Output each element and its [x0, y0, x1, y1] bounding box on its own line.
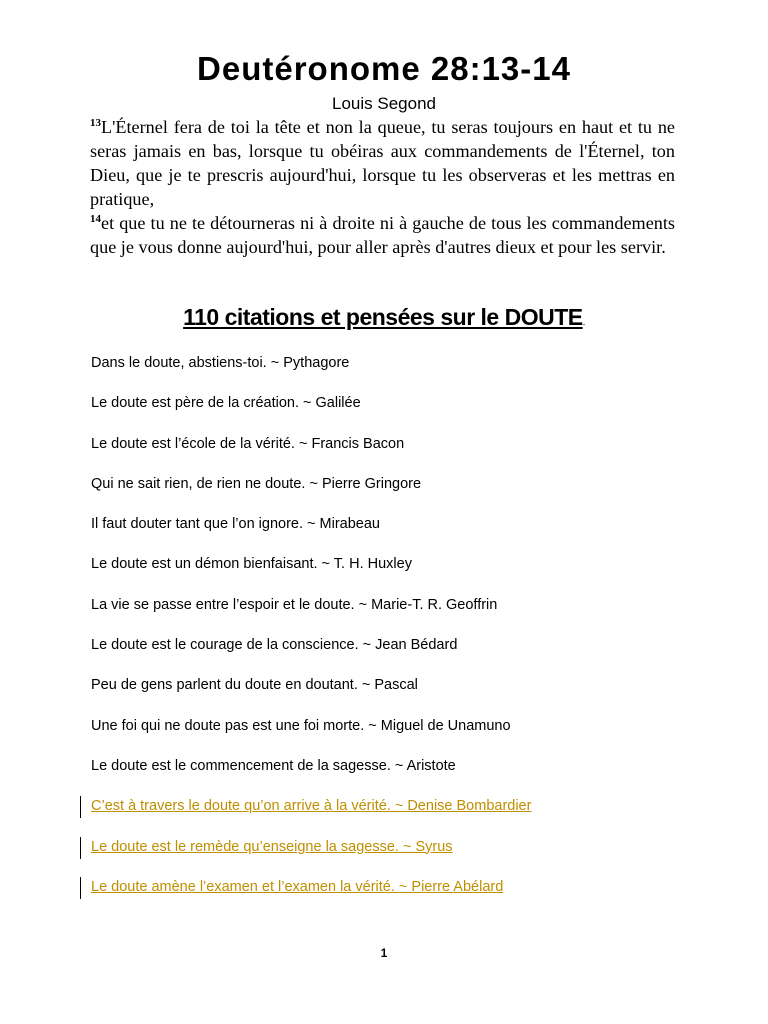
list-item: Le doute est un démon bienfaisant. ~ T. H. Huxley: [91, 556, 412, 573]
verse-13: [90, 115, 675, 211]
quote-link[interactable]: C’est à travers le doute qu’on arrive à la vérité. ~ Denise Bombardier: [91, 798, 532, 815]
list-item: Le doute est père de la création. ~ Galilée: [91, 395, 361, 412]
quote-link[interactable]: Le doute amène l’examen et l’examen la vérité. ~ Pierre Abélard: [91, 878, 504, 895]
section-heading-text: 110 citations et pensées sur le DOUTE: [183, 304, 583, 330]
list-item: Le doute est le commencement de la sagesse. ~ Aristote: [91, 757, 456, 774]
page-title: Deutéronome 28:13-14: [197, 50, 571, 87]
verse-number: 14: [90, 212, 101, 225]
linked-quote-item: [91, 877, 691, 917]
translation-subtitle: Louis Segond: [332, 94, 436, 113]
section-heading-suffix: .: [582, 317, 585, 328]
verses-block: [90, 115, 675, 259]
quotes-list: [91, 353, 691, 917]
linked-quote-item: [91, 796, 691, 836]
list-item: La vie se passe entre l’espoir et le doute. ~ Marie-T. R. Geoffrin: [91, 596, 498, 613]
list-item: Dans le doute, abstiens-toi. ~ Pythagore: [91, 355, 350, 371]
verse-number: 13: [90, 116, 101, 129]
page-number: 1: [380, 946, 388, 960]
list-item: Le doute est l’école de la vérité. ~ Francis Bacon: [91, 435, 405, 452]
verse-text: et que tu ne te détourneras ni à droite ni à gauche de tous les commandements que je vous donne aujourd'hui, pour aller après d'autres dieux et pour les servir.: [90, 213, 675, 257]
list-item: Peu de gens parlent du doute en doutant. ~ Pascal: [91, 677, 418, 694]
verse-14: [90, 211, 675, 259]
section-heading: [0, 302, 768, 338]
list-item: Le doute est le courage de la conscience. ~ Jean Bédard: [91, 637, 458, 654]
linked-quote-item: [91, 837, 691, 877]
verse-text: L'Éternel fera de toi la tête et non la queue, tu seras toujours en haut et tu ne seras jamais en bas, lorsque tu obéiras aux commandements de l'Éternel, ton Dieu, que je te prescris aujourd'hui, lorsque tu les observeras et les mettras en pratique,: [90, 117, 675, 209]
list-item: Qui ne sait rien, de rien ne doute. ~ Pierre Gringore: [91, 475, 422, 492]
quote-link[interactable]: Le doute est le remède qu’enseigne la sagesse. ~ Syrus: [91, 838, 453, 855]
list-item: Une foi qui ne doute pas est une foi morte. ~ Miguel de Unamuno: [91, 717, 511, 734]
list-item: Il faut douter tant que l’on ignore. ~ Mirabeau: [91, 516, 380, 533]
